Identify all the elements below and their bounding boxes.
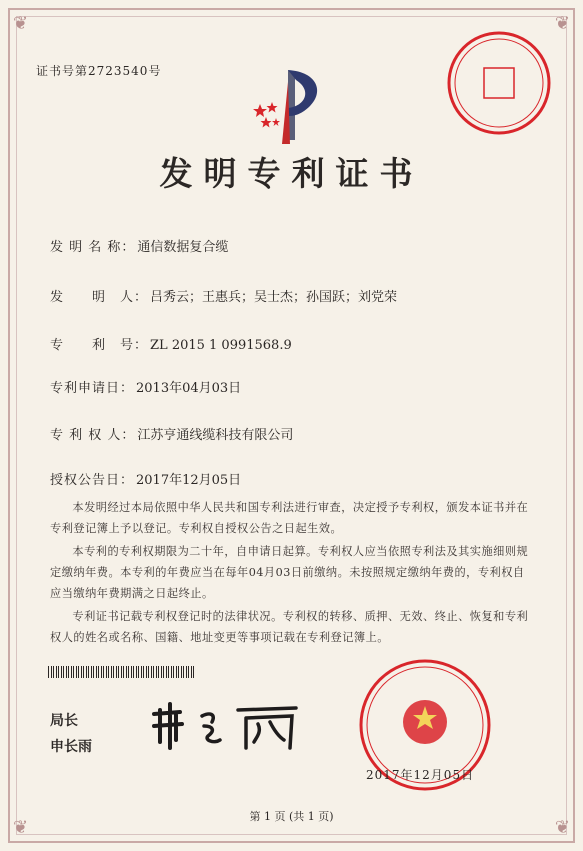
field-label: 专利申请日：	[50, 381, 135, 396]
field-value: 通信数据复合缆	[137, 240, 229, 255]
certificate-title: 发明专利证书	[159, 154, 424, 193]
field-value: 吕秀云；王惠兵；吴士杰；孙国跃；刘党荣	[150, 290, 398, 305]
corner-ornament-bottom-right: ❦	[554, 817, 570, 838]
field-label: 专 利 权 人：	[50, 428, 136, 443]
field-value: 2013年04月03日	[136, 381, 242, 396]
field-label: 发 明 人：	[50, 290, 149, 305]
field-label: 专 利 号：	[50, 338, 149, 353]
director-name: 申长雨	[50, 739, 92, 755]
body-paragraph-3: 专利证书记载专利权登记时的法律状况。专利权的转移、质押、无效、终止、恢复和专利权人的姓名或名称、国籍、地址变更等事项记载在专利登记簿上。	[50, 610, 529, 644]
agency-seal-stamp	[444, 28, 554, 138]
field-patentee	[50, 424, 293, 443]
body-paragraph-2: 本专利的专利权期限为二十年，自申请日起算。专利权人应当依照专利法及其实施细则规定缴纳年费。本专利的年费应当在每年04月03日前缴纳。未按照规定缴纳年费的，专利权自应当缴纳年费期满之日起终止。	[50, 545, 529, 600]
corner-ornament-bottom-left: ❦	[13, 817, 29, 838]
corner-ornament-top-left: ❦	[13, 13, 29, 34]
field-inventors	[50, 286, 397, 305]
issue-date: 2017年12月05日	[366, 768, 475, 782]
body-paragraph-1: 本发明经过本局依照中华人民共和国专利法进行审查，决定授予专利权，颁发本证书并在专利登记簿上予以登记。专利权自授权公告之日起生效。	[50, 501, 529, 535]
director-signature	[146, 696, 306, 756]
field-patent-number	[50, 334, 292, 353]
barcode	[48, 666, 196, 678]
field-application-date	[50, 377, 241, 396]
director-title: 局长	[50, 713, 78, 729]
patent-office-logo	[248, 62, 330, 150]
certificate-number: 证书号第2723540号	[36, 64, 162, 78]
field-label: 发 明 名 称：	[50, 240, 136, 255]
page-number: 第 1 页 (共 1 页)	[249, 810, 334, 823]
field-value: 2017年12月05日	[136, 473, 242, 488]
field-grant-announcement-date	[50, 469, 241, 488]
corner-ornament-top-right: ❦	[554, 13, 570, 34]
field-invention-name	[50, 236, 228, 255]
field-label: 授权公告日：	[50, 473, 135, 488]
field-value: ZL 2015 1 0991568.9	[150, 338, 292, 353]
field-value: 江苏亨通线缆科技有限公司	[137, 428, 294, 443]
